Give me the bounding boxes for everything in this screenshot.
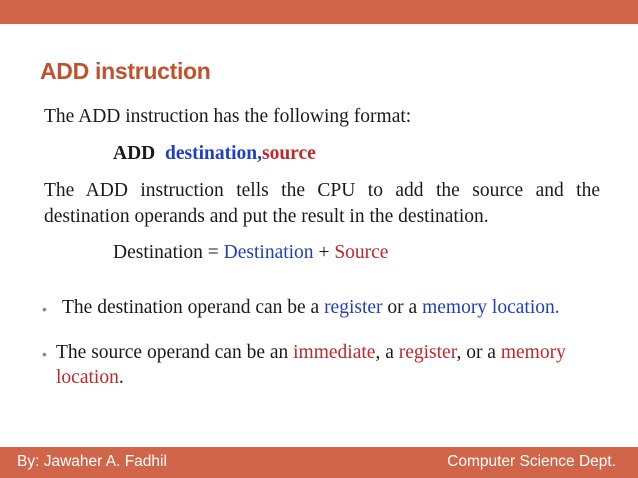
equation-equals: = <box>202 242 224 263</box>
bullet-2-pre: The source operand can be an <box>56 342 294 363</box>
bullet-1-memory: memory location. <box>422 297 560 318</box>
bullet-1-pre: The destination operand can be a <box>62 297 325 318</box>
bullet-2-line2 <box>56 365 124 391</box>
footer-author: By: Jawaher A. Fadhil <box>17 453 167 470</box>
bullet-2-immediate: immediate <box>293 342 376 363</box>
top-bar <box>0 0 638 24</box>
slide-title: ADD instruction <box>40 58 211 84</box>
bullet-2-mid2: , or a <box>456 342 501 363</box>
bullet-2-memory: memory <box>500 342 566 363</box>
bullet-1-or: or a <box>382 297 423 318</box>
instruction-format <box>113 141 316 167</box>
bullet-1-text <box>62 295 560 321</box>
bullet-2-register: register <box>398 342 457 363</box>
equation-term1: Destination <box>223 242 314 263</box>
equation <box>113 240 388 266</box>
equation-term2: Source <box>334 242 389 263</box>
bullet-2-location: location <box>56 367 119 388</box>
format-source: source <box>261 143 316 164</box>
bullet-1-marker: • <box>42 301 47 317</box>
description-text: The ADD instruction tells the CPU to add the source and the destination operands and put the result in the destination. <box>44 180 600 227</box>
bullet-2-end: . <box>118 367 124 388</box>
bullet-2-marker: • <box>42 346 47 362</box>
equation-plus: + <box>313 242 335 263</box>
equation-lhs: Destination <box>113 242 203 263</box>
footer-department: Computer Science Dept. <box>447 453 616 470</box>
bullet-2-mid1: , a <box>375 342 399 363</box>
footer-bar <box>0 447 638 478</box>
intro-text: The ADD instruction has the following format: <box>44 106 412 127</box>
format-mnemonic: ADD <box>113 143 156 164</box>
format-destination: destination, <box>165 143 262 164</box>
bullet-2-line1 <box>56 340 566 366</box>
bullet-1-register: register <box>324 297 383 318</box>
